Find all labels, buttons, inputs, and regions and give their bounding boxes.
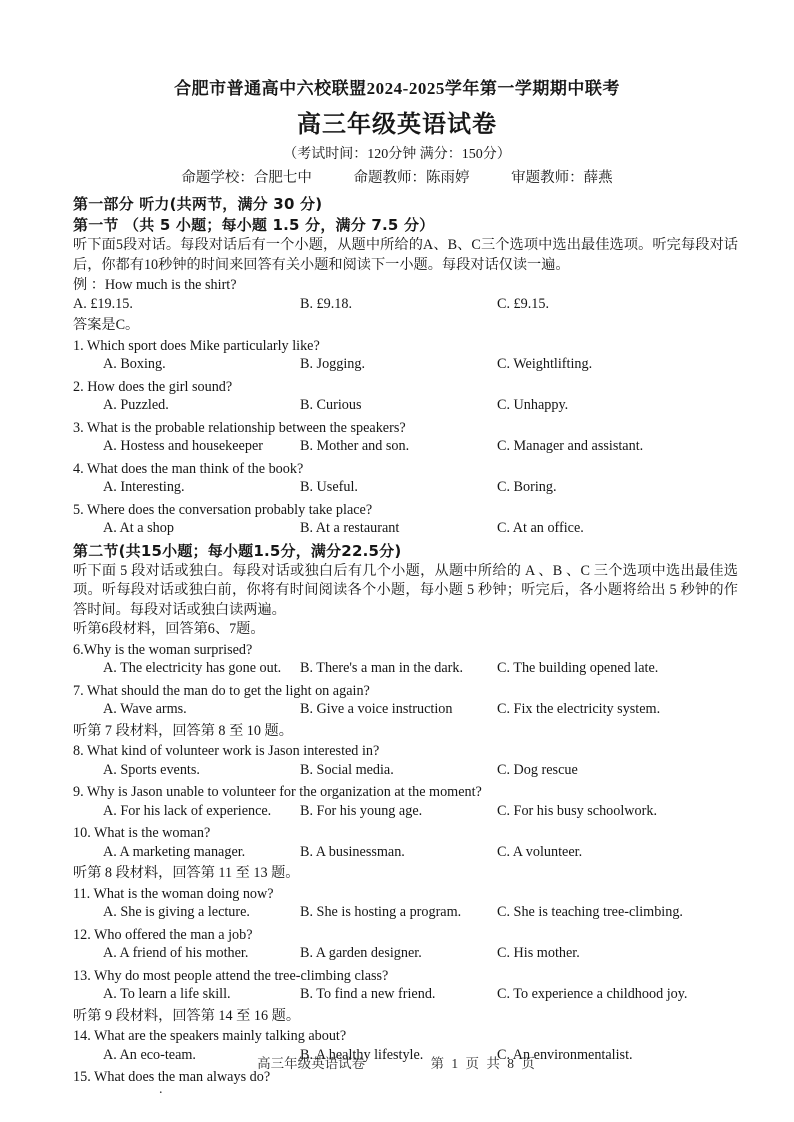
option-c: C. His mother. xyxy=(497,945,580,961)
options-row xyxy=(73,479,738,500)
question-text: 7. What should the man do to get the light on again? xyxy=(73,682,370,699)
options-row xyxy=(73,762,738,783)
option-c: C. Fix the electricity system. xyxy=(497,701,661,717)
option-a: A. Wave arms. xyxy=(103,701,187,717)
question-text: 5. Where does the conversation probably take place? xyxy=(73,501,373,518)
option-b: B. A businessman. xyxy=(300,843,405,860)
paper-header xyxy=(0,0,794,187)
option-c: C. Dog rescue xyxy=(497,761,578,778)
option-c: C. Unhappy. xyxy=(497,397,569,413)
option-b: B. Curious xyxy=(300,397,362,413)
question-text: 12. Who offered the man a job? xyxy=(73,926,253,943)
option-a: A. A friend of his mother. xyxy=(103,945,249,961)
footer-doc-title: 高三年级英语试卷 xyxy=(257,1056,366,1071)
option-c: C. For his busy schoolwork. xyxy=(497,802,658,819)
question-text: 3. What is the probable relationship between the speakers? xyxy=(73,419,406,436)
option-c: C. Boring. xyxy=(497,479,557,495)
question-text: 6.Why is the woman surprised? xyxy=(73,641,253,658)
paper-title: 高三年级英语试卷 xyxy=(297,110,497,138)
options-row xyxy=(73,803,738,824)
option-b: B. There's a man in the dark. xyxy=(300,660,464,676)
option-c: C. A volunteer. xyxy=(497,843,583,860)
stray-mark: . xyxy=(159,1082,163,1097)
part-heading: 第一部分 听力(共两节，满分 30 分) xyxy=(73,195,323,213)
setter-teacher: 命题教师：陈雨婷 xyxy=(353,170,470,186)
material-note: 听第 7 段材料，回答第 8 至 10 题。 xyxy=(73,722,293,739)
option-a: A. To learn a life skill. xyxy=(103,986,231,1002)
option-a: A. Puzzled. xyxy=(103,397,169,413)
option-a: A. Boxing. xyxy=(103,356,166,372)
option-a: A. She is giving a lecture. xyxy=(103,904,250,920)
option-a: A. For his lack of experience. xyxy=(103,802,272,819)
options-row xyxy=(73,986,738,1007)
options-row xyxy=(73,397,738,418)
options-row xyxy=(73,356,738,377)
options-row xyxy=(73,296,738,317)
setters-line xyxy=(0,166,794,187)
option-b: B. Give a voice instruction xyxy=(300,701,453,717)
option-a: A. An eco-team. xyxy=(103,1046,196,1063)
instructions-paragraph: 听下面 5 段对话或独白。每段对话或独白后有几个小题，从题中所给的 A 、B 、C 三个选项中选出最佳选项。听每段对话或独白前，你将有时间阅读各个小题，每小题 5 秒钟；听完后，各小题将给出 5 秒钟的作答时间。每段对话或独白读两遍。 xyxy=(73,562,738,618)
option-c: C. Manager and assistant. xyxy=(497,438,644,454)
option-c: C. £9.15. xyxy=(497,295,550,312)
option-b: B. £9.18. xyxy=(300,295,353,312)
exam-info: （考试时间：120分钟 满分：150分） xyxy=(283,147,511,162)
section-heading: 第一节 （共 5 小题；每小题 1.5 分，满分 7.5 分） xyxy=(73,216,435,234)
option-c: C. At an office. xyxy=(497,520,584,536)
options-row xyxy=(73,701,738,722)
league-title: 合肥市普通高中六校联盟2024-2025学年第一学期期中联考 xyxy=(174,79,620,98)
option-a: A. £19.15. xyxy=(73,295,133,312)
option-b: B. Jogging. xyxy=(300,356,366,372)
option-b: B. Mother and son. xyxy=(300,438,410,454)
option-b: B. To find a new friend. xyxy=(300,986,436,1002)
question-text: 10. What is the woman? xyxy=(73,825,211,841)
question-text: 2. How does the girl sound? xyxy=(73,378,233,395)
option-a: A. Sports events. xyxy=(103,761,200,778)
option-b: B. She is hosting a program. xyxy=(300,904,462,920)
question-text: 1. Which sport does Mike particularly like? xyxy=(73,337,320,354)
option-b: B. At a restaurant xyxy=(300,520,400,536)
options-row xyxy=(73,660,738,681)
material-note: 听第 8 段材料，回答第 11 至 13 题。 xyxy=(73,865,300,881)
option-a: A. Hostess and housekeeper xyxy=(103,438,263,454)
question-text: 13. Why do most people attend the tree-climbing class? xyxy=(73,967,389,984)
option-b: B. A healthy lifestyle. xyxy=(300,1046,424,1063)
question-text: 15. What does the man always do? xyxy=(73,1069,271,1085)
option-a: A. At a shop xyxy=(103,520,174,536)
question-text: 9. Why is Jason unable to volunteer for the organization at the moment? xyxy=(73,784,482,800)
option-c: C. She is teaching tree-climbing. xyxy=(497,904,683,920)
setter-school: 命题学校：合肥七中 xyxy=(181,170,312,186)
exam-body xyxy=(0,194,794,1088)
material-note: 听第 9 段材料，回答第 14 至 16 题。 xyxy=(73,1007,301,1024)
option-b: B. Useful. xyxy=(300,479,358,495)
options-row xyxy=(73,438,738,459)
option-c: C. An environmentalist. xyxy=(497,1046,633,1063)
option-b: B. Social media. xyxy=(300,761,394,778)
option-a: A. A marketing manager. xyxy=(103,843,246,860)
question-text: 8. What kind of volunteer work is Jason interested in? xyxy=(73,743,380,759)
options-row xyxy=(73,844,738,865)
material-note: 听第6段材料，回答第6、7题。 xyxy=(73,621,265,637)
option-c: C. The building opened late. xyxy=(497,660,659,676)
question-text: 11. What is the woman doing now? xyxy=(73,885,274,902)
instructions-paragraph: 答案是C。 xyxy=(73,317,140,333)
question-text: 例 ：How much is the shirt? xyxy=(73,277,237,293)
footer-page-info: 第 1 页 共 8 页 xyxy=(430,1056,537,1071)
options-row xyxy=(73,520,738,541)
question-text: 4. What does the man think of the book? xyxy=(73,460,304,477)
option-c: C. To experience a childhood joy. xyxy=(497,986,688,1002)
option-b: B. A garden designer. xyxy=(300,945,422,961)
option-b: B. For his young age. xyxy=(300,802,423,819)
options-row xyxy=(73,945,738,966)
option-a: A. Interesting. xyxy=(103,479,185,495)
option-c: C. Weightlifting. xyxy=(497,356,593,372)
page-footer xyxy=(0,1052,794,1072)
options-row xyxy=(73,904,738,925)
instructions-paragraph: 听下面5段对话。每段对话后有一个小题，从题中所给的A、B、C三个选项中选出最佳选项。听完每段对话后，你都有10秒钟的时间来回答有关小题和阅读下一小题。每段对话仅读一遍。 xyxy=(73,237,738,273)
option-a: A. The electricity has gone out. xyxy=(103,660,282,676)
section-heading: 第二节(共15小题；每小题1.5分，满分22.5分) xyxy=(73,541,402,560)
question-text: 14. What are the speakers mainly talking about? xyxy=(73,1028,347,1044)
reviewer-teacher: 审题教师：薛燕 xyxy=(511,170,613,186)
